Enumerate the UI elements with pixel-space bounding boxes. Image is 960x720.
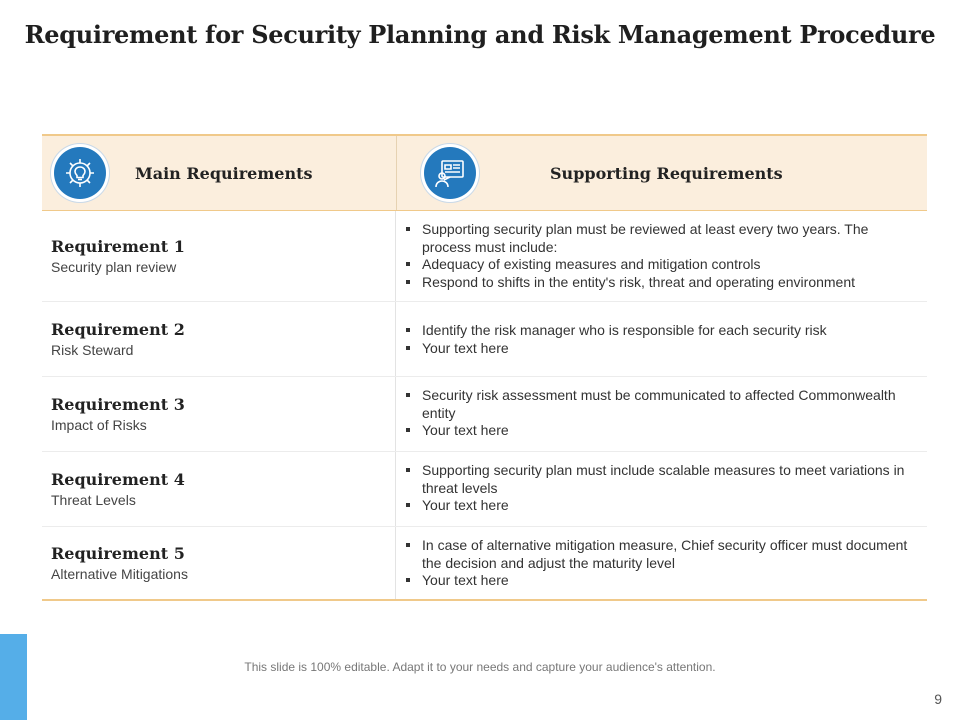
- table-header: [42, 136, 927, 211]
- table-row: [42, 211, 927, 302]
- accent-bar: [0, 634, 27, 720]
- bullet-item: Identify the risk manager who is responsible for each security risk: [404, 322, 919, 340]
- header-supporting-label: Supporting Requirements: [550, 163, 783, 183]
- supporting-cell: [396, 377, 927, 451]
- page-number: 9: [934, 691, 942, 707]
- header-supporting-requirements: [397, 136, 927, 210]
- requirement-title: Requirement 5: [51, 544, 185, 563]
- page-title: Requirement for Security Planning and Risk Management Procedure: [24, 20, 936, 49]
- requirement-cell: [42, 302, 396, 376]
- bullet-item: Respond to shifts in the entity's risk, threat and operating environment: [404, 274, 919, 292]
- bullet-item: Supporting security plan must include scalable measures to meet variations in threat levels: [404, 462, 919, 497]
- bullet-item: Your text here: [404, 497, 919, 515]
- bullet-item: In case of alternative mitigation measure, Chief security officer must document the decision and adjust the maturity level: [404, 537, 919, 572]
- supporting-cell: [396, 302, 927, 376]
- requirement-cell: [42, 211, 396, 301]
- gear-bulb-icon: [54, 147, 106, 199]
- requirement-subtitle: Alternative Mitigations: [51, 566, 188, 582]
- bullet-item: Supporting security plan must be reviewed at least every two years. The process must include:: [404, 221, 919, 256]
- supporting-cell: [396, 527, 927, 599]
- bullet-item: Your text here: [404, 422, 919, 440]
- bullet-item: Security risk assessment must be communicated to affected Commonwealth entity: [404, 387, 919, 422]
- table-row: [42, 302, 927, 377]
- requirements-table: [42, 134, 927, 601]
- table-row: [42, 452, 927, 527]
- requirement-subtitle: Risk Steward: [51, 342, 134, 358]
- requirement-subtitle: Threat Levels: [51, 492, 136, 508]
- table-row: [42, 377, 927, 452]
- requirement-title: Requirement 1: [51, 237, 185, 256]
- table-row: [42, 527, 927, 599]
- requirement-subtitle: Impact of Risks: [51, 417, 147, 433]
- header-main-label: Main Requirements: [135, 163, 313, 183]
- requirement-title: Requirement 2: [51, 320, 185, 339]
- requirement-cell: [42, 377, 396, 451]
- footer-note: This slide is 100% editable. Adapt it to your needs and capture your audience's attention.: [244, 660, 716, 674]
- supporting-cell: [396, 211, 927, 301]
- header-main-requirements: [42, 136, 397, 210]
- bullet-item: Adequacy of existing measures and mitigation controls: [404, 256, 919, 274]
- bullet-item: Your text here: [404, 340, 919, 358]
- bullet-item: Your text here: [404, 572, 919, 590]
- requirement-subtitle: Security plan review: [51, 259, 177, 275]
- requirement-title: Requirement 3: [51, 395, 185, 414]
- supporting-cell: [396, 452, 927, 526]
- requirement-title: Requirement 4: [51, 470, 185, 489]
- requirement-cell: [42, 452, 396, 526]
- presentation-board-icon: [424, 147, 476, 199]
- requirement-cell: [42, 527, 396, 599]
